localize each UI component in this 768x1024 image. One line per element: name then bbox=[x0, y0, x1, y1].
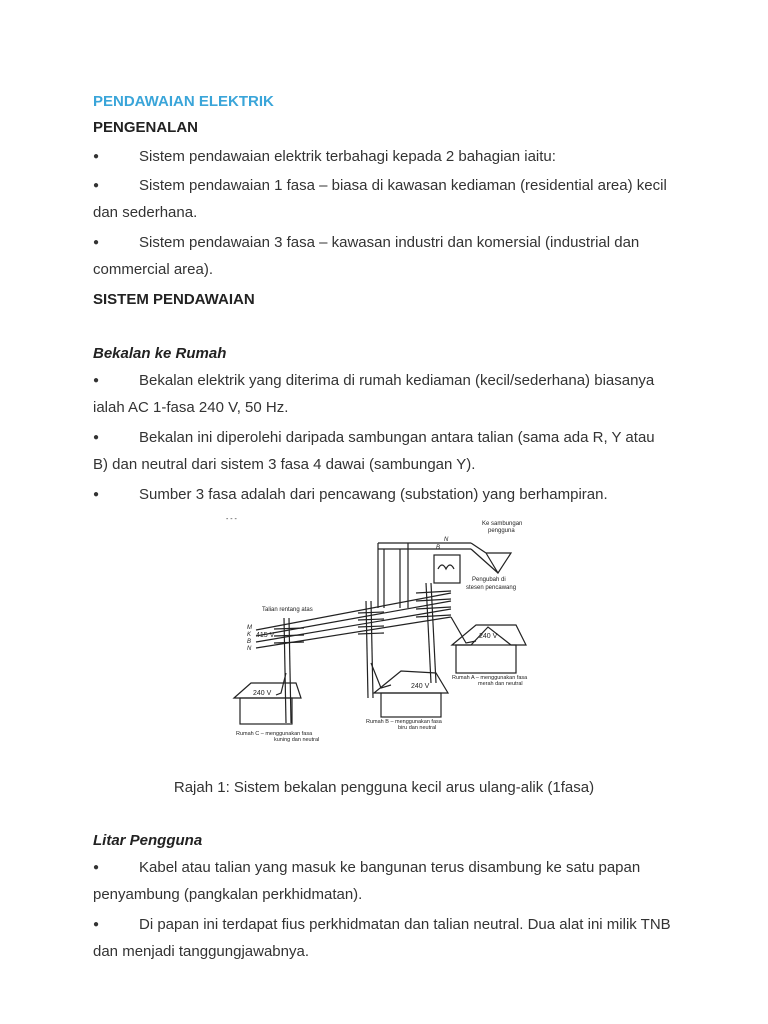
list-item bbox=[93, 911, 673, 965]
label-240v-house-b: 240 V bbox=[411, 683, 430, 690]
label-M: M bbox=[247, 625, 252, 631]
label-ke-sambungan: Ke sambungan bbox=[482, 521, 523, 527]
bullet-icon: ● bbox=[93, 432, 100, 443]
label-N: N bbox=[247, 646, 252, 652]
heading-litar-pengguna: Litar Pengguna bbox=[93, 832, 203, 849]
document-title: PENDAWAIAN ELEKTRIK bbox=[93, 93, 274, 110]
list-item-text: Bekalan ini diperolehi daripada sambungan antara talian (sama ada R, Y atau B) dan neutral dari sistem 3 fasa 4 dawai (sambungan Y). bbox=[93, 429, 655, 473]
label-pengubah-1: Pengubah di bbox=[472, 577, 506, 583]
label-rumah-a-2: merah dan neutral bbox=[478, 681, 523, 687]
label-B: B bbox=[247, 639, 252, 645]
bullet-icon: ● bbox=[93, 237, 100, 248]
bullet-icon: ● bbox=[93, 919, 100, 930]
list-item-text: Sistem pendawaian 1 fasa – biasa di kawasan kediaman (residential area) kecil dan sederhana. bbox=[93, 177, 667, 221]
list-item bbox=[93, 854, 673, 908]
label-pengguna: pengguna bbox=[488, 528, 515, 534]
list-item-text: Bekalan elektrik yang diterima di rumah kediaman (kecil/sederhana) biasanya ialah AC 1-fasa 240 V, 50 Hz. bbox=[93, 372, 655, 416]
list-item-text: Sumber 3 fasa adalah dari pencawang (substation) yang berhampiran. bbox=[139, 486, 608, 503]
label-pengubah-2: stesen pencawang bbox=[466, 585, 517, 591]
label-N-top: N bbox=[444, 537, 449, 543]
label-415v: 415 V bbox=[256, 632, 275, 639]
list-item-text: Sistem pendawaian elektrik terbahagi kepada 2 bahagian iaitu: bbox=[139, 148, 556, 165]
bullet-icon: ● bbox=[93, 151, 100, 162]
bullet-icon: ● bbox=[93, 862, 100, 873]
label-rumah-b-1: Rumah B – menggunakan fasa bbox=[366, 719, 442, 725]
label-rumah-c-1: Rumah C – menggunakan fasa bbox=[236, 731, 313, 737]
list-item bbox=[93, 481, 673, 508]
figure-caption: Rajah 1: Sistem bekalan pengguna kecil arus ulang-alik (1fasa) bbox=[173, 779, 595, 796]
list-item bbox=[93, 143, 673, 170]
list-item bbox=[93, 229, 673, 283]
label-K: K bbox=[247, 632, 252, 638]
bullet-icon: ● bbox=[93, 375, 100, 386]
label-rumah-c-2: kuning dan neutral bbox=[274, 737, 320, 743]
list-item bbox=[93, 424, 673, 478]
list-item-text: Sistem pendawaian 3 fasa – kawasan industri dan komersial (industrial dan commercial area). bbox=[93, 234, 640, 278]
list-item-text: Di papan ini terdapat fius perkhidmatan dan talian neutral. Dua alat ini milik TNB dan menjadi tanggungjawabnya. bbox=[93, 916, 671, 960]
supply-system-diagram bbox=[226, 513, 538, 745]
label-rumah-b-2: biru dan neutral bbox=[398, 725, 437, 731]
heading-bekalan-ke-rumah: Bekalan ke Rumah bbox=[93, 345, 227, 362]
bullet-icon: ● bbox=[93, 489, 100, 500]
label-B-top: B bbox=[436, 545, 441, 551]
label-talian-rentang: Talian rentang atas bbox=[262, 607, 313, 613]
label-240v-house-a: 240 V bbox=[479, 633, 498, 640]
heading-pengenalan: PENGENALAN bbox=[93, 119, 199, 136]
bullet-icon: ● bbox=[93, 180, 100, 191]
label-rumah-a-1: Rumah A – menggunakan fasa bbox=[452, 675, 528, 681]
figure-mark: - - - bbox=[226, 516, 237, 523]
list-item-text: Kabel atau talian yang masuk ke bangunan terus disambung ke satu papan penyambung (pangkalan perkhidmatan). bbox=[93, 859, 641, 903]
list-item bbox=[93, 367, 673, 421]
list-item bbox=[93, 172, 673, 226]
heading-sistem-pendawaian: SISTEM PENDAWAIAN bbox=[93, 291, 255, 308]
label-240v-house-c: 240 V bbox=[253, 690, 272, 697]
